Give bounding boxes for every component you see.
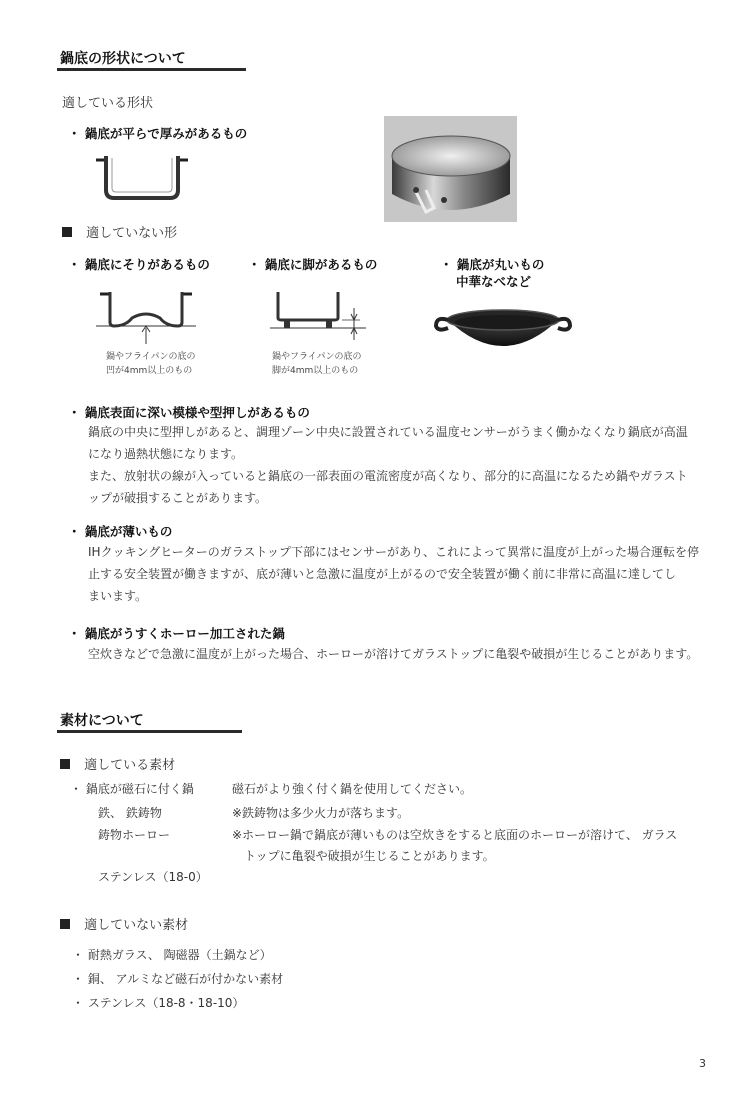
note-pattern-line: 鍋底の中央に型押しがあると、調理ゾーン中央に設置されている温度センサーがうまく働かなくなり鍋底が高温	[88, 425, 688, 439]
unsuitable-material-heading	[60, 914, 188, 933]
suitable-shape-item: ・ 鍋底が平らで厚みがあるもの	[68, 126, 248, 141]
unsuitable-shape-label: 適していない形	[86, 226, 178, 241]
stainless-pan-photo	[384, 116, 517, 222]
unsuitable-material-item: ・ ステンレス（18-8・18-10）	[72, 996, 245, 1010]
square-bullet-icon	[60, 759, 70, 769]
round-bottom-label: ・ 鍋底が丸いもの	[440, 257, 545, 272]
note-thin-line: 止する安全装置が働きますが、底が薄いと急激に温度が上がるので安全装置が働く前に非常に高温に達してし	[88, 567, 677, 581]
note-thin-line: IHクッキングヒーターのガラストップ下部にはセンサーがあり、これによって異常に温度が上がった場合運転を停	[88, 545, 700, 559]
suitable-shape-label: 適している形状	[62, 96, 154, 111]
suitable-material-label: 適している素材	[84, 758, 176, 773]
section-title-rule	[57, 68, 246, 71]
note-enamel-line: 空炊きなどで急激に温度が上がった場合、ホーローが溶けてガラストップに亀裂や破損が生じることがあります。	[88, 647, 699, 661]
note-thin-heading: ・ 鍋底が薄いもの	[68, 524, 173, 539]
wok-photo	[432, 300, 574, 368]
note-enamel-body	[88, 643, 718, 665]
material-name: ステンレス（18-0）	[98, 870, 208, 884]
square-bullet-icon	[60, 919, 70, 929]
note-thin-line: まいます。	[88, 589, 148, 603]
note-enamel-heading: ・ 鍋底がうすくホーロー加工された鍋	[68, 626, 285, 641]
legged-caption-2: 脚が4mm以上のもの	[272, 366, 359, 376]
unsuitable-material-item: ・ 銅、 アルミなど磁石が付かない素材	[72, 972, 284, 986]
section-title-shape: 鍋底の形状について	[60, 51, 186, 67]
note-thin-body	[88, 541, 718, 607]
material-note-cont: トップに亀裂や破損が生じることがあります。	[244, 849, 495, 863]
note-pattern-line: また、放射状の線が入っていると鍋底の一部表面の電流密度が高くなり、部分的に高温になるため鍋やガラスト	[88, 469, 688, 483]
section-title-rule	[57, 730, 242, 733]
suitable-material-heading	[60, 754, 175, 773]
section-title-material: 素材について	[60, 713, 144, 729]
material-note: ※ホーロー鍋で鍋底が薄いものは空炊きをすると底面のホーローが溶けて、 ガラス	[232, 828, 678, 842]
round-bottom-label-2: 中華なべなど	[456, 274, 532, 289]
unsuitable-material-label: 適していない素材	[84, 918, 189, 933]
legged-pot-diagram	[270, 288, 366, 346]
flat-pot-diagram	[94, 150, 190, 206]
warped-bottom-label: ・ 鍋底にそりがあるもの	[68, 257, 210, 272]
warped-pot-diagram	[96, 288, 196, 346]
material-name: 鉄、 鉄鋳物	[98, 806, 162, 820]
legged-caption-1: 鍋やフライパンの底の	[272, 352, 362, 362]
warped-caption-2: 凹が4mm以上のもの	[106, 366, 193, 376]
legged-bottom-label: ・ 鍋底に脚があるもの	[248, 257, 378, 272]
magnet-note: 磁石がより強く付く鍋を使用してください。	[232, 782, 473, 796]
note-pattern-body	[88, 421, 718, 509]
square-bullet-icon	[62, 227, 72, 237]
note-pattern-line: になり過熱状態になります。	[88, 447, 244, 461]
unsuitable-material-item: ・ 耐熱ガラス、 陶磁器（土鍋など）	[72, 948, 272, 962]
unsuitable-shape-heading	[62, 222, 177, 241]
page-number: 3	[699, 1057, 706, 1070]
material-note: ※鉄鋳物は多少火力が落ちます。	[232, 806, 410, 820]
warped-caption-1: 鍋やフライパンの底の	[106, 352, 196, 362]
note-pattern-line: ップが破損することがあります。	[88, 491, 268, 505]
note-pattern-heading: ・ 鍋底表面に深い模様や型押しがあるもの	[68, 405, 310, 420]
magnet-item: ・ 鍋底が磁石に付く鍋	[70, 782, 194, 796]
material-name: 鋳物ホーロー	[98, 828, 171, 842]
